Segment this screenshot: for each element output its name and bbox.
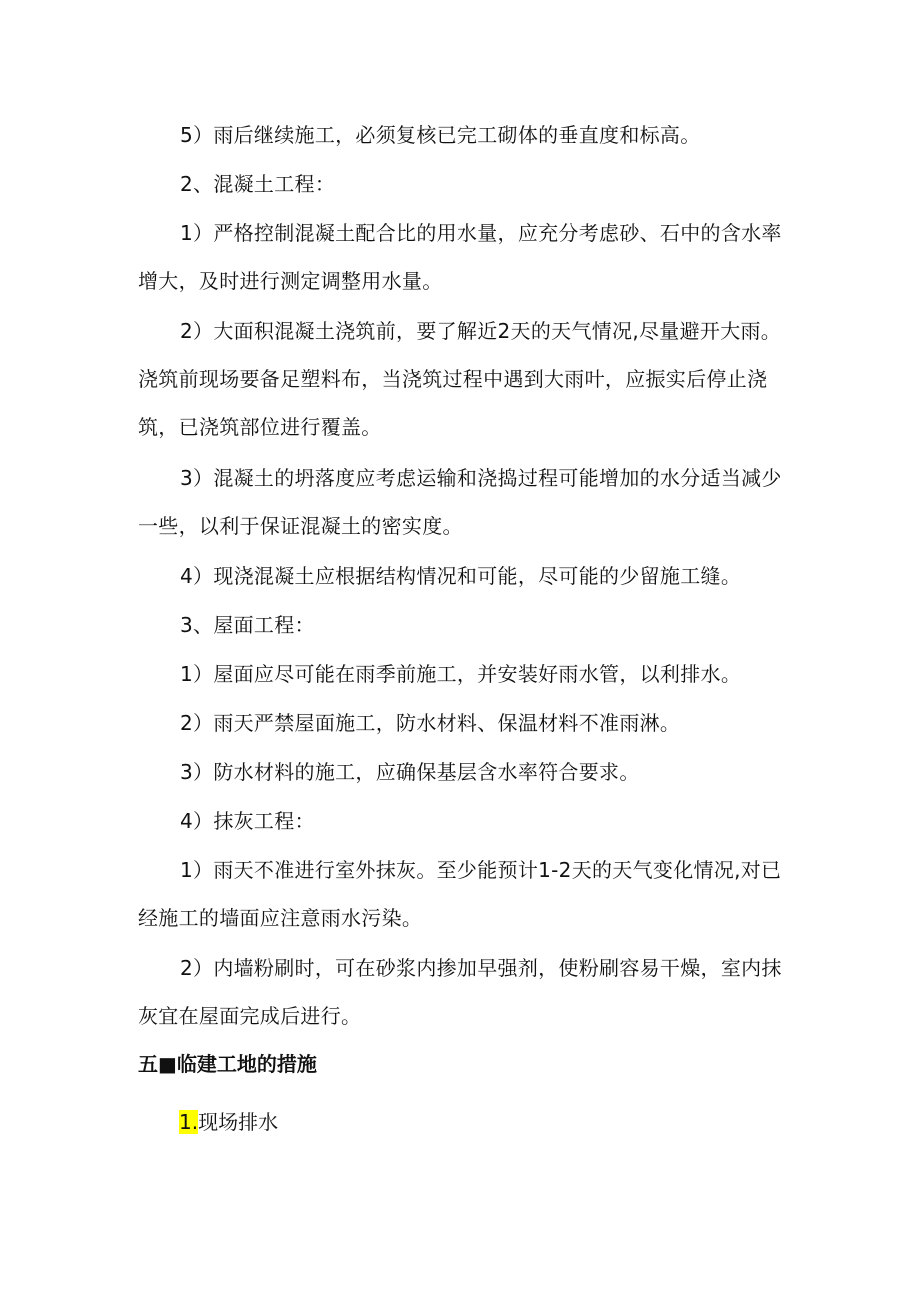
heading-concrete-works: 2、混凝土工程：	[180, 172, 336, 196]
paragraph-concrete-4: 4）现浇混凝土应根据结构情况和可能，尽可能的少留施工缝。	[180, 564, 742, 588]
sub-heading-number: 1.	[179, 1110, 199, 1134]
paragraph-concrete-3: 3）混凝土的坍落度应考虑运输和浇捣过程可能增加的水分适当减少一些，以利于保证混凝土的密实度。	[138, 466, 782, 538]
heading-plastering-works: 4）抹灰工程：	[180, 809, 315, 833]
paragraph-plaster-2: 2）内墙粉刷时，可在砂浆内掺加早强剂，使粉刷容易干燥，室内抹灰宜在屋面完成后进行。	[138, 956, 782, 1028]
paragraph-plaster-1: 1）雨天不准进行室外抹灰。至少能预计1-2天的天气变化情况,对已经施工的墙面应注意雨水污染。	[138, 858, 782, 930]
paragraph-masonry-5: 5）雨后继续施工，必须复核已完工砌体的垂直度和标高。	[180, 123, 701, 147]
heading-roof-works: 3、屋面工程：	[180, 613, 315, 637]
paragraph-roof-1: 1）屋面应尽可能在雨季前施工，并安装好雨水管，以利排水。	[180, 662, 742, 686]
paragraph-roof-3: 3）防水材料的施工，应确保基层含水率符合要求。	[180, 760, 640, 784]
sub-heading-site-drainage	[179, 1106, 278, 1138]
paragraph-concrete-1: 1）严格控制混凝土配合比的用水量，应充分考虑砂、石中的含水率增大，及时进行测定调整用水量。	[138, 221, 782, 293]
section-heading: 五■临建工地的措施	[138, 1052, 317, 1076]
paragraph-roof-2: 2）雨天严禁屋面施工，防水材料、保温材料不准雨淋。	[180, 711, 681, 735]
sub-heading-text: 现场排水	[198, 1110, 279, 1134]
paragraph-concrete-2: 2）大面积混凝土浇筑前，要了解近2天的天气情况,尽量避开大雨。浇筑前现场要备足塑料布，当浇筑过程中遇到大雨叶，应振实后停止浇筑，已浇筑部位进行覆盖。	[138, 319, 782, 439]
